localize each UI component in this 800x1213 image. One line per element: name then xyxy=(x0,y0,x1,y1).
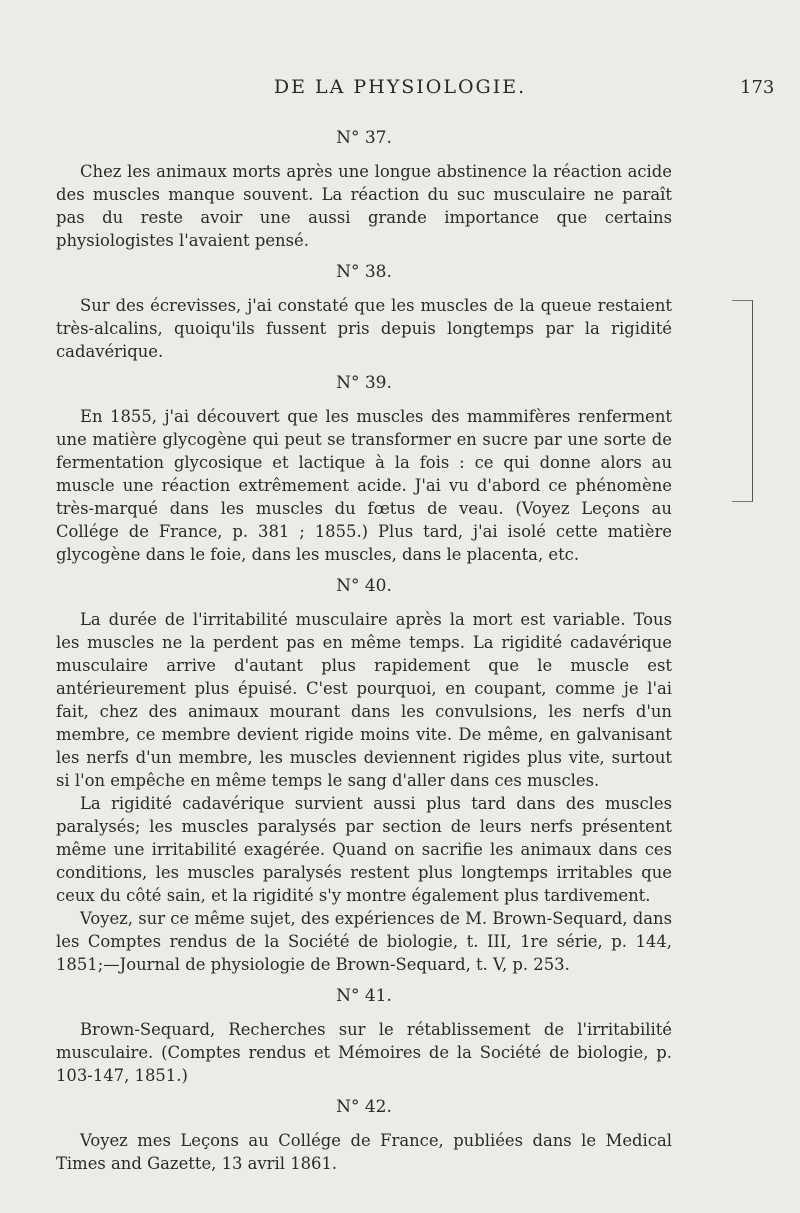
note-paragraph: Brown-Sequard, Recherches sur le rétablissement de l'irritabilité musculaire. (Comptes rendus et Mémoires de la Société de biologie, p. 103-147, 1851.) xyxy=(56,1020,672,1085)
notes-body xyxy=(56,118,672,1175)
note-paragraph: La rigidité cadavérique survient aussi plus tard dans des muscles paralysés; les muscles paralysés par section de leurs nerfs présentent même une irritabilité exagérée. Quand on sacrifie les animaux dans ces conditions, les muscles paralysés restent plus longtemps irritables que ceux du côté sain, et la rigidité s'y montre également plus tardivement. xyxy=(56,794,672,905)
note-paragraph: Voyez, sur ce même sujet, des expériences de M. Brown-Sequard, dans les Comptes rendus de la Société de biologie, t. III, 1re série, p. 144, 1851;—Journal de physiologie de Brown-Sequard, t. V, p. 253. xyxy=(56,909,672,974)
page-number: 173 xyxy=(740,77,775,98)
note-paragraph: Sur des écrevisses, j'ai constaté que les muscles de la queue restaient très-alcalins, quoiqu'ils fussent pris depuis longtemps par la rigidité cadavérique. xyxy=(56,296,672,361)
note-41 xyxy=(56,986,672,1087)
note-paragraph: En 1855, j'ai découvert que les muscles des mammifères renferment une matière glycogène qui peut se transformer en sucre par une sorte de fermentation glycosique et lactique à la fois : ce qui donne alors au muscle une réaction extrêmement acide. J'ai vu d'abord ce phénomène très-marqué dans les muscles du fœtus de veau. (Voyez Leçons au Collége de France, p. 381 ; 1855.) Plus tard, j'ai isolé cette matière glycogène dans le foie, dans les muscles, dans le placenta, etc. xyxy=(56,407,672,564)
note-37 xyxy=(56,128,672,252)
note-39 xyxy=(56,373,672,566)
note-number: N° 37. xyxy=(336,128,392,148)
note-number: N° 41. xyxy=(336,986,392,1006)
note-paragraph: Chez les animaux morts après une longue abstinence la réaction acide des muscles manque souvent. La réaction du suc musculaire ne paraît pas du reste avoir une aussi grande importance que certains physiologistes l'avaient pensé. xyxy=(56,162,672,250)
note-42 xyxy=(56,1097,672,1175)
note-38 xyxy=(56,262,672,363)
margin-bracket-mark xyxy=(732,300,753,502)
note-number: N° 38. xyxy=(336,262,392,282)
note-40 xyxy=(56,576,672,976)
note-number: N° 40. xyxy=(336,576,392,596)
note-number: N° 39. xyxy=(336,373,392,393)
running-title: DE LA PHYSIOLOGIE. xyxy=(273,76,527,98)
note-paragraph: La durée de l'irritabilité musculaire après la mort est variable. Tous les muscles ne la perdent pas en même temps. La rigidité cadavérique musculaire arrive d'autant plus rapidement que le muscle est antérieurement plus épuisé. C'est pourquoi, en coupant, comme je l'ai fait, chez des animaux mourant dans les convulsions, les nerfs d'un membre, ce membre devient rigide moins vite. De même, en galvanisant les nerfs d'un membre, les muscles deviennent rigides plus vite, surtout si l'on empêche en même temps le sang d'aller dans ces muscles. xyxy=(56,610,672,790)
note-number: N° 42. xyxy=(336,1097,392,1117)
note-paragraph: Voyez mes Leçons au Collége de France, publiées dans le Medical Times and Gazette, 13 avril 1861. xyxy=(56,1131,672,1173)
